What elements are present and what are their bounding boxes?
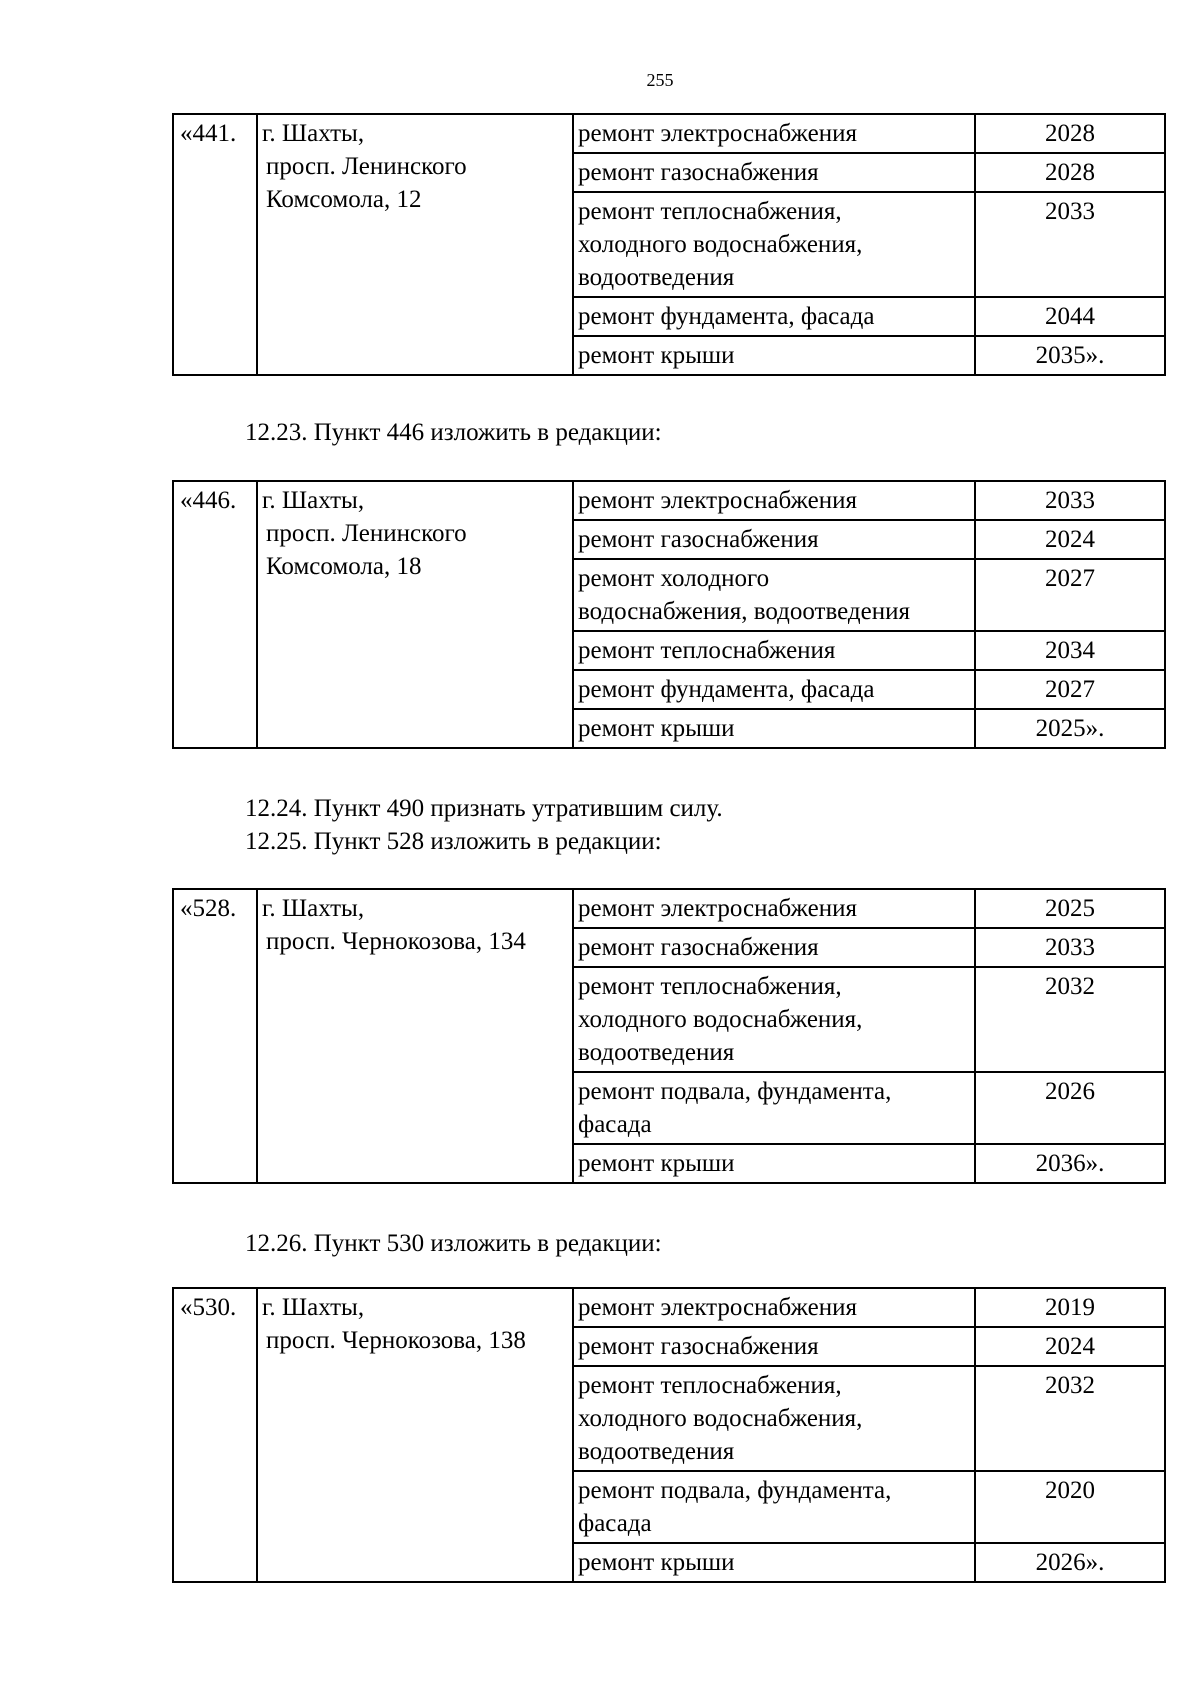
work-type-cell: ремонт электроснабжения — [573, 114, 975, 153]
year-cell: 2025 — [975, 889, 1165, 928]
year-cell: 2033 — [975, 481, 1165, 520]
paragraph-12-26: 12.26. Пункт 530 изложить в редакции: — [245, 1230, 662, 1257]
work-type-cell: ремонт газоснабжения — [573, 1327, 975, 1366]
year-cell: 2024 — [975, 1327, 1165, 1366]
item-number: «446. — [173, 481, 257, 748]
year-cell: 2032 — [975, 1366, 1165, 1471]
year-cell: 2035». — [975, 336, 1165, 375]
item-number: «441. — [173, 114, 257, 375]
year-cell: 2032 — [975, 967, 1165, 1072]
address-cell — [257, 114, 573, 375]
work-type-cell: ремонт подвала, фундамента, фасада — [573, 1471, 975, 1543]
year-cell: 2024 — [975, 520, 1165, 559]
work-type-cell: ремонт крыши — [573, 1144, 975, 1183]
work-type-cell: ремонт фундамента, фасада — [573, 670, 975, 709]
table-row — [173, 481, 1165, 520]
year-cell: 2027 — [975, 670, 1165, 709]
work-type-cell: ремонт крыши — [573, 709, 975, 748]
year-cell: 2044 — [975, 297, 1165, 336]
year-cell: 2033 — [975, 192, 1165, 297]
address-line: г. Шахты, — [262, 895, 365, 922]
paragraph-12-25: 12.25. Пункт 528 изложить в редакции: — [245, 828, 662, 855]
item-number: «530. — [173, 1288, 257, 1582]
year-cell: 2019 — [975, 1288, 1165, 1327]
page-number: 255 — [646, 70, 674, 90]
item-number: «528. — [173, 889, 257, 1183]
register-table-530 — [172, 1287, 1166, 1583]
work-type-cell: ремонт газоснабжения — [573, 520, 975, 559]
address-line: г. Шахты, — [262, 1294, 365, 1321]
address-line: г. Шахты, — [262, 120, 365, 147]
year-cell: 2027 — [975, 559, 1165, 631]
work-type-cell: ремонт теплоснабжения, холодного водоснабжения, водоотведения — [573, 967, 975, 1072]
address-line: просп. Чернокозова, 138 — [266, 1327, 526, 1354]
register-table-528 — [172, 888, 1166, 1184]
table-row — [173, 889, 1165, 928]
work-type-cell: ремонт фундамента, фасада — [573, 297, 975, 336]
work-type-cell: ремонт газоснабжения — [573, 153, 975, 192]
year-cell: 2026 — [975, 1072, 1165, 1144]
year-cell: 2028 — [975, 153, 1165, 192]
work-type-cell: ремонт теплоснабжения, холодного водоснабжения, водоотведения — [573, 1366, 975, 1471]
paragraph-12-23: 12.23. Пункт 446 изложить в редакции: — [245, 419, 662, 446]
work-type-cell: ремонт теплоснабжения — [573, 631, 975, 670]
work-type-cell: ремонт электроснабжения — [573, 481, 975, 520]
work-type-cell: ремонт подвала, фундамента, фасада — [573, 1072, 975, 1144]
table-row — [173, 114, 1165, 153]
year-cell: 2025». — [975, 709, 1165, 748]
address-cell — [257, 481, 573, 748]
year-cell: 2028 — [975, 114, 1165, 153]
address-line: Комсомола, 18 — [266, 553, 422, 580]
year-cell: 2020 — [975, 1471, 1165, 1543]
year-cell: 2033 — [975, 928, 1165, 967]
work-type-cell: ремонт теплоснабжения, холодного водоснабжения, водоотведения — [573, 192, 975, 297]
work-type-cell: ремонт газоснабжения — [573, 928, 975, 967]
work-type-cell: ремонт электроснабжения — [573, 889, 975, 928]
paragraph-12-24: 12.24. Пункт 490 признать утратившим силу. — [245, 795, 723, 822]
address-line: Комсомола, 12 — [266, 186, 422, 213]
address-line: г. Шахты, — [262, 487, 365, 514]
work-type-cell: ремонт крыши — [573, 1543, 975, 1582]
work-type-cell: ремонт холодного водоснабжения, водоотведения — [573, 559, 975, 631]
address-cell — [257, 889, 573, 1183]
year-cell: 2034 — [975, 631, 1165, 670]
year-cell: 2036». — [975, 1144, 1165, 1183]
address-line: просп. Ленинского — [266, 520, 467, 547]
year-cell: 2026». — [975, 1543, 1165, 1582]
register-table-446 — [172, 480, 1166, 749]
work-type-cell: ремонт крыши — [573, 336, 975, 375]
address-line: просп. Ленинского — [266, 153, 467, 180]
address-cell — [257, 1288, 573, 1582]
work-type-cell: ремонт электроснабжения — [573, 1288, 975, 1327]
address-line: просп. Чернокозова, 134 — [266, 928, 526, 955]
table-row — [173, 1288, 1165, 1327]
register-table-441 — [172, 113, 1166, 376]
